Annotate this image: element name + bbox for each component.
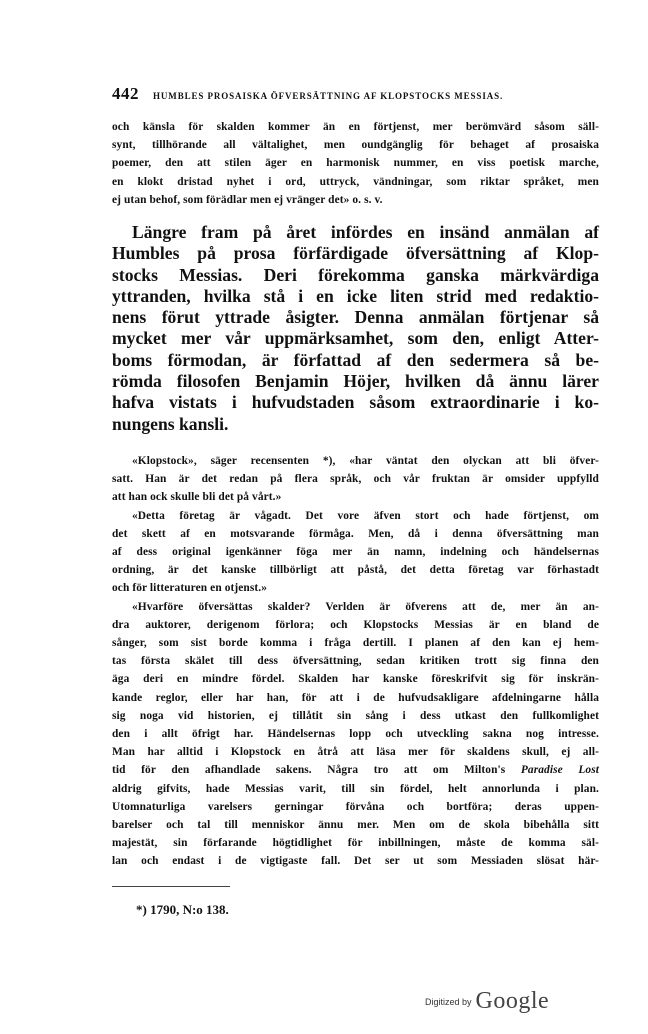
text-line: dra auktorer, derigenom förlora; och Klopstocks Messias är en bland de <box>112 618 599 631</box>
text-line: boms förmodan, är författad af den sedermera så be- <box>112 349 599 370</box>
text-line: römda filosofen Benjamin Höjer, hvilken då ännu lärer <box>112 371 599 392</box>
text-line: Utomnaturliga varelsers gerningar förvåna och bortföra; deras uppen- <box>112 800 599 813</box>
text-line: kande reglor, eller har han, för att i de hufvudsakligare afdelningarne hålla <box>112 691 599 704</box>
text-line: sånger, som sist borde komma i fråga dertill. I planen af den kan ej hem- <box>112 637 599 650</box>
text-line: mycket mer vår uppmärksamhet, som den, enligt Atter- <box>112 328 599 349</box>
text-line: stocks Messias. Deri förekomma ganska märkvärdiga <box>112 264 599 285</box>
text-line: ordning, är det kanske tillbörligt att påstå, det detta företag var förhastadt <box>112 564 599 577</box>
text-line: yttranden, hvilka stå i en icke liten strid med redaktio- <box>112 285 599 306</box>
quoted-review <box>112 452 599 871</box>
digitized-by-google-watermark <box>425 988 549 1015</box>
footnote: *) 1790, N:o 138. <box>136 902 229 917</box>
intro-paragraph <box>112 118 599 209</box>
text-line: majestät, sin förfarande högtidlighet för inbillningen, måste de komma säl- <box>112 837 599 850</box>
text-line: synt, tillhörande all vältalighet, men oundgänglig för behaget af prosaiska <box>112 139 599 152</box>
text-line: Man har alltid i Klopstock en åtrå att läsa mer för skaldens skull, ej all- <box>112 746 599 759</box>
book-title-italic: Paradise Lost <box>520 764 599 777</box>
text-line: sig noga vid historien, ej tillåtit sin sång i dess utkast den fullkomlighet <box>112 709 599 722</box>
text-line: aldrig gifvits, hade Messias varit, till sin fördel, helt annorlunda i plan. <box>112 782 599 795</box>
digitized-by-label: Digitized by <box>425 997 472 1007</box>
page-header <box>112 84 602 106</box>
text-line: ej utan behof, som förädlar men ej vränger det» o. s. v. <box>112 193 383 206</box>
google-logo: Google <box>475 988 550 1014</box>
text-line: af dess original igenkänner föga mer än namn, indelning och händelsernas <box>112 546 599 559</box>
page-number: 442 <box>112 84 139 103</box>
main-paragraph <box>112 222 599 435</box>
text-line: poemer, den att stilen äger en harmonisk nummer, en viss poetisk marche, <box>112 157 599 170</box>
text-line: hafva vistats i hufvudstaden såsom extraordinarie i ko- <box>112 392 599 413</box>
text-line: «Hvarföre öfversättas skalder? Verlden är öfverens att de, mer än an- <box>132 600 599 613</box>
text-line: tid för den afhandlade sakens. Några tro att om Milton's Paradise Lost <box>112 764 599 777</box>
text-line: äga deri en mindre fördel. Skalden har kanske föreskrifvit sig för inskrän- <box>112 673 599 686</box>
text-line: den i allt öfrigt har. Händelsernas lopp och utveckling sakna nog intresse. <box>112 728 599 741</box>
text-line: nungens kansli. <box>112 413 229 434</box>
text-line: satt. Han är det redan på flera språk, och vår fruktan är omsider uppfylld <box>112 473 599 486</box>
footnote-divider <box>112 886 230 887</box>
text-line: lan och endast i de vigtigaste fall. Det ser ut som Messiaden slösat här- <box>112 855 599 868</box>
text-line: det skett af en motsvarande förmåga. Men, då i denna öfversättning man <box>112 527 599 540</box>
text-line: att han ock skulle bli det på vårt.» <box>112 491 282 504</box>
text-line: tas första skälet till dess öfversättning, sedan kritiken trott sig finna den <box>112 655 599 668</box>
text-line: och för litteraturen en otjenst.» <box>112 582 268 595</box>
text-line: Humbles på prosa förfärdigade öfversättning af Klop- <box>112 243 599 264</box>
text-line: barelser och tal till menniskor ännu mer. Men om de skola bibehålla sitt <box>112 819 599 832</box>
text-line: och känsla för skalden kommer än en förtjenst, mer berömvärd såsom säll- <box>112 121 599 133</box>
text-line: «Klopstock», säger recensenten *), «har väntat den olyckan att bli öfver- <box>132 455 599 467</box>
text-line: nens förut yttrade åsigter. Denna anmälan förtjenar så <box>112 307 599 328</box>
text-line: Längre fram på året infördes en insänd anmälan af <box>132 222 599 242</box>
text-line: en klokt dristad nyhet i ord, uttryck, vändningar, som riktar språket, men <box>112 175 599 188</box>
text-line: «Detta företag är vågadt. Det vore äfven stort och hade förtjenst, om <box>132 509 599 522</box>
running-title: HUMBLES PROSAISKA ÖFVERSÄTTNING AF KLOPSTOCKS MESSIAS. <box>153 91 504 101</box>
